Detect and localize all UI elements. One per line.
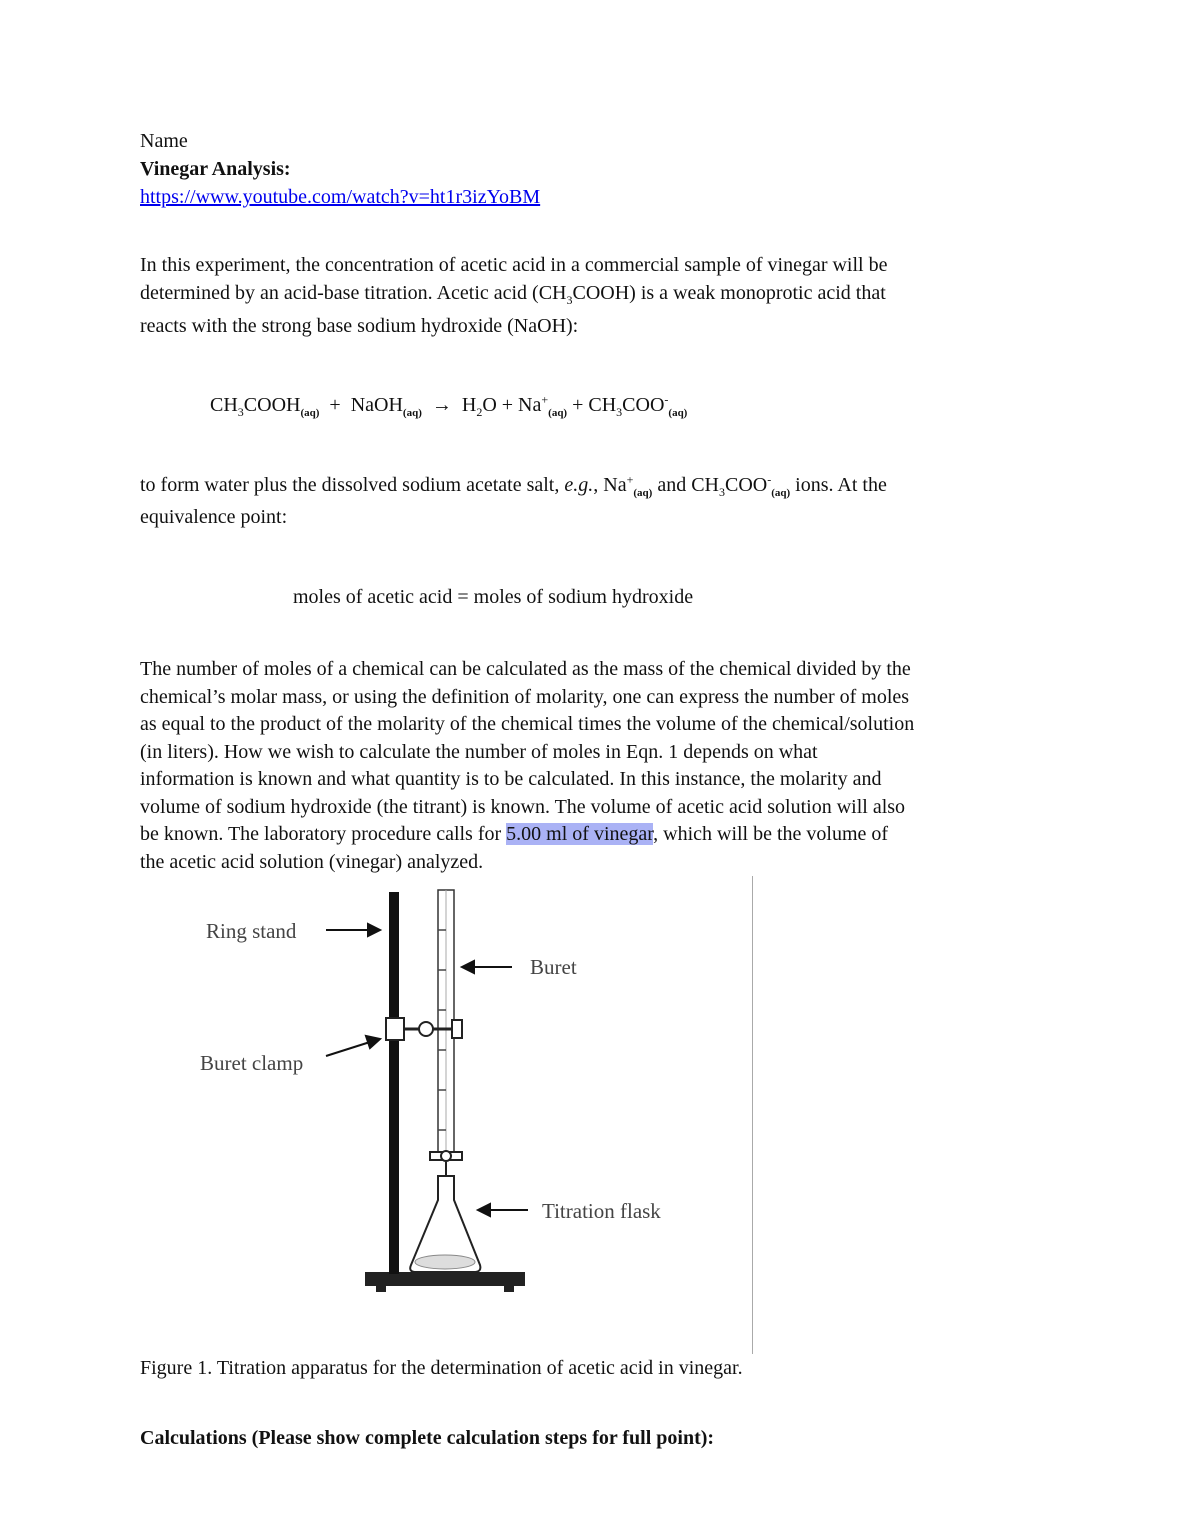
after-reaction-paragraph [140,472,1070,531]
ring-stand-label: Ring stand [206,919,297,943]
body-line: as equal to the product of the molarity of the chemical times the volume of the chemical/solution [140,713,915,735]
titration-apparatus-figure [190,880,710,1300]
reaction-equation: $CH_3COOH_{(aq)}$ + NaOH$_{(aq)}$ → $H_2O + Na^+_{(aq)} + CH_3COO^-_{(aq)}$ [210,392,688,419]
buret-clamp-label: Buret clamp [200,1051,304,1075]
stand-base [365,1272,525,1286]
body-line: (in liters). How we wish to calculate the number of moles in Eqn. 1 depends on what [140,740,818,763]
highlighted-text: 5.00 ml of vinegar [506,823,654,845]
name-label: Name [140,130,188,152]
ring-stand-rod [389,892,399,1274]
body-line: volume of sodium hydroxide (the titrant) is known. The volume of acetic acid solution will also [140,795,906,818]
equivalence-equation: moles of acetic acid = moles of sodium hydroxide [293,586,694,608]
body-line: chemical’s molar mass, or using the definition of molarity, one can express the number of moles [140,685,910,708]
intro-line: In this experiment, the concentration of acetic acid in a commercial sample of vinegar will be [140,254,888,276]
intro-paragraph [140,252,1070,341]
body-line: information is known and what quantity is to be calculated. In this instance, the molarity and [140,768,882,790]
arrow-symbol: → [431,394,452,416]
body-line: the acetic acid solution (vinegar) analyzed. [140,850,484,873]
body-line: The number of moles of a chemical can be calculated as the mass of the chemical divided by the [140,658,911,680]
titration-flask-label: Titration flask [542,1199,661,1223]
column-divider [752,876,753,1354]
after-reaction-line: to form water plus the dissolved sodium acetate salt, e.g., $Na^+_{(aq)}$ and $CH_3COO^-_{(aq)}$ ions. At the [140,472,887,499]
after-reaction-line: equivalence point: [140,505,288,528]
buret-label: Buret [530,955,577,979]
body-paragraph [140,656,1070,876]
buret-clamp [386,1018,404,1040]
intro-line: reacts with the strong base sodium hydroxide (NaOH): [140,315,579,337]
body-line: be known. The laboratory procedure calls for 5.00 ml of vinegar, which will be the volume of [140,823,889,845]
document-title: Vinegar Analysis: [140,158,291,180]
video-link[interactable]: https://www.youtube.com/watch?v=ht1r3izYoBM [140,186,541,208]
figure-caption: Figure 1. Titration apparatus for the determination of acetic acid in vinegar. [140,1357,743,1379]
intro-line: determined by an acid-base titration. Acetic acid $(CH_3COOH)$ is a weak monoprotic acid that [140,281,886,307]
calculations-heading: Calculations (Please show complete calculation steps for full point): [140,1427,715,1449]
